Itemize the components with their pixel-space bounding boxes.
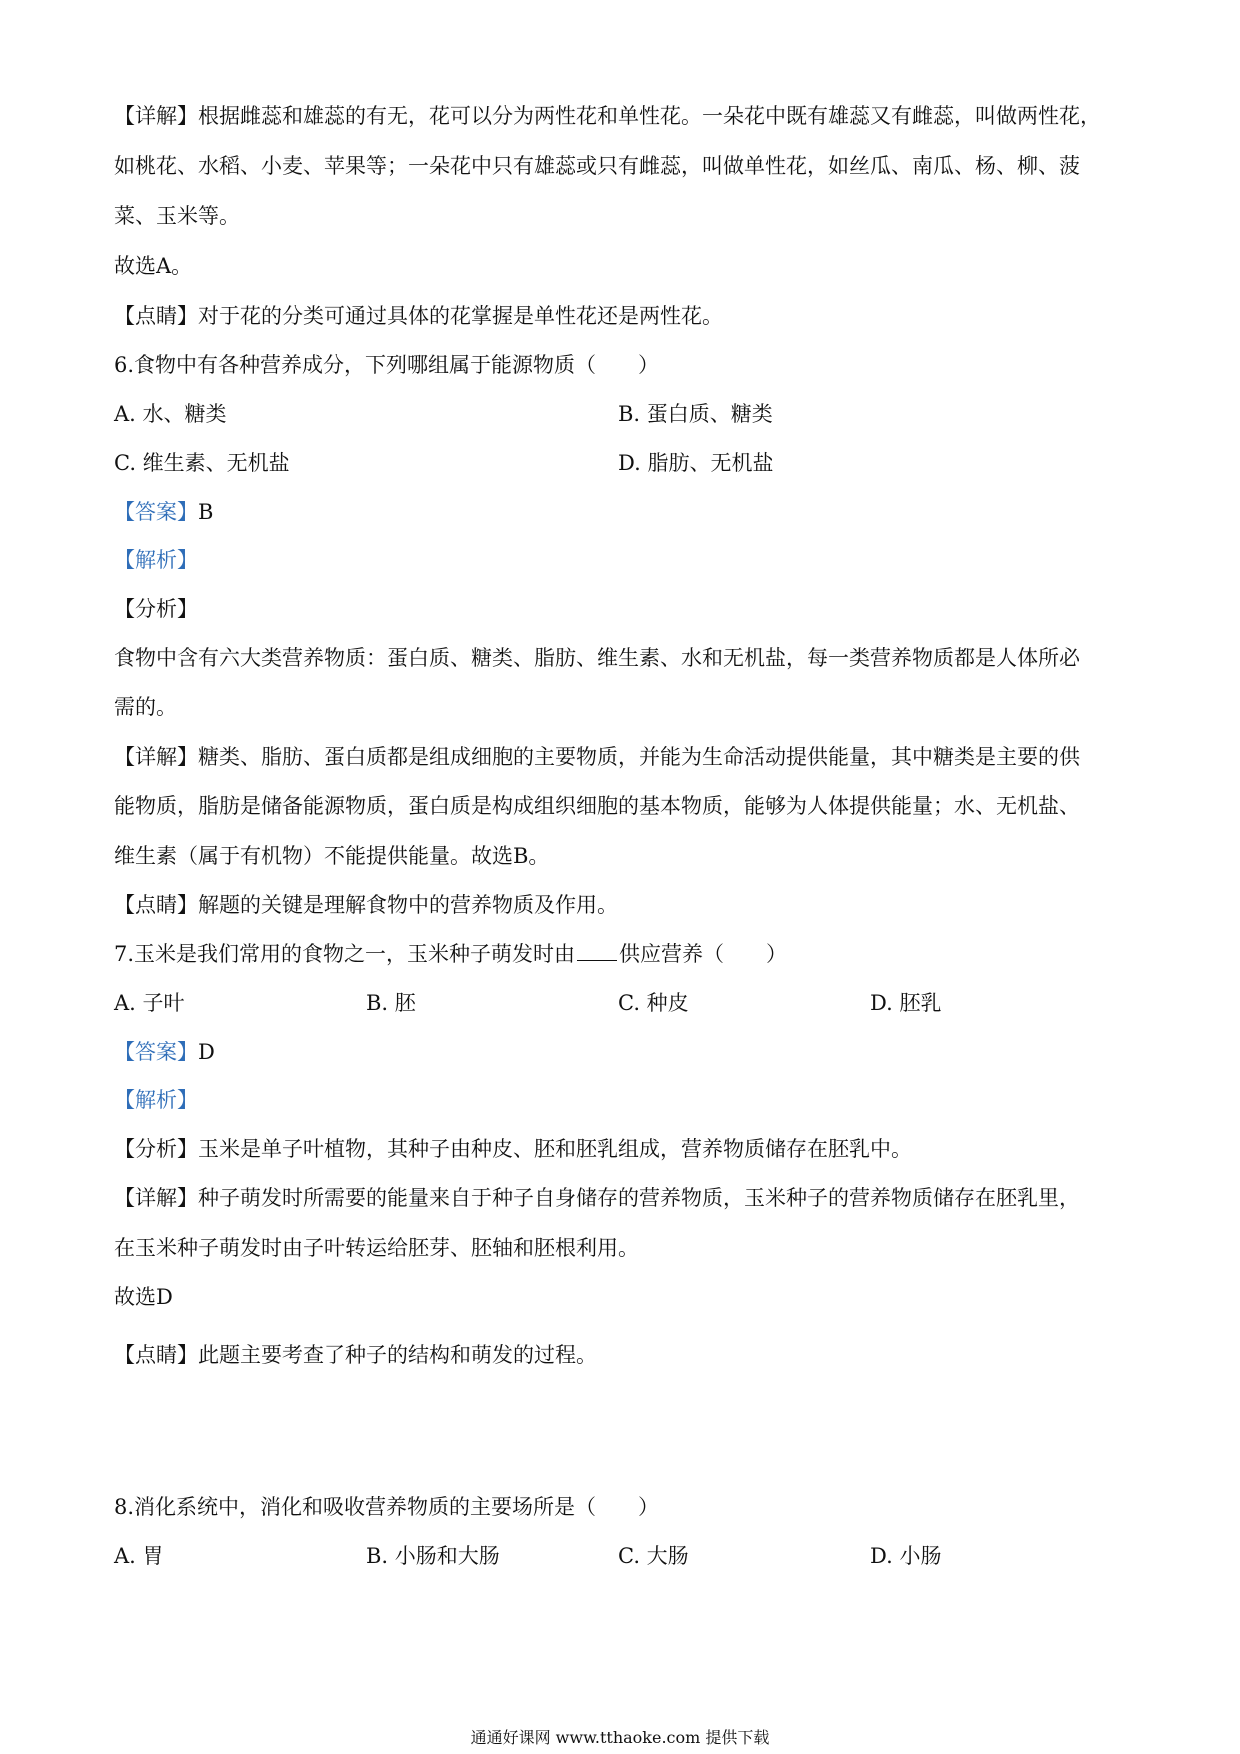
point-text: 对于花的分类可通过具体的花掌握是单性花还是两性花。 xyxy=(198,304,723,328)
option-a: A. 水、糖类 xyxy=(114,402,227,426)
fenxi-line xyxy=(114,1136,1134,1162)
option-a: A. 胃 xyxy=(114,1544,164,1568)
detail-paragraph-line: 菜、玉米等。 xyxy=(114,204,240,228)
detail-paragraph-line xyxy=(114,1185,1134,1211)
detail-text: 糖类、脂肪、蛋白质都是组成细胞的主要物质，并能为生命活动提供能量，其中糖类是主要的供 xyxy=(198,745,1080,769)
answer-tag: 【答案】 xyxy=(114,500,198,524)
point-line xyxy=(114,1342,1134,1368)
detail-text: 种子萌发时所需要的能量来自于种子自身储存的营养物质，玉米种子的营养物质储存在胚乳里， xyxy=(198,1186,1080,1210)
detail-paragraph-line: 在玉米种子萌发时由子叶转运给胚芽、胚轴和胚根利用。 xyxy=(114,1236,639,1260)
point-text: 此题主要考查了种子的结构和萌发的过程。 xyxy=(198,1343,597,1367)
option-b: B. 胚 xyxy=(366,991,416,1015)
detail-paragraph-line xyxy=(114,103,1134,129)
answer-line xyxy=(114,499,1134,525)
question-stem xyxy=(114,941,1134,967)
analysis-tag: 【解析】 xyxy=(114,1088,198,1112)
fenxi-paragraph-line: 需的。 xyxy=(114,695,177,719)
choose-line: 故选A。 xyxy=(114,254,193,278)
answer-tag: 【答案】 xyxy=(114,1040,198,1064)
detail-paragraph-line: 维生素（属于有机物）不能提供能量。故选B。 xyxy=(114,844,550,868)
option-d: D. 脂肪、无机盐 xyxy=(618,451,774,475)
answer-value: B xyxy=(198,500,214,524)
question-stem: 6.食物中有各种营养成分，下列哪组属于能源物质（ ） xyxy=(114,353,660,377)
detail-text: 根据雌蕊和雄蕊的有无，花可以分为两性花和单性花。一朵花中既有雄蕊又有雌蕊，叫做两性花， xyxy=(198,104,1101,128)
fenxi-tag: 【分析】 xyxy=(114,1137,198,1161)
option-c: C. 维生素、无机盐 xyxy=(114,451,290,475)
answer-line xyxy=(114,1039,1134,1065)
fill-blank xyxy=(577,942,617,961)
option-b: B. 小肠和大肠 xyxy=(366,1544,500,1568)
fenxi-tag: 【分析】 xyxy=(114,597,198,621)
fenxi-text: 玉米是单子叶植物，其种子由种皮、胚和胚乳组成，营养物质储存在胚乳中。 xyxy=(198,1137,912,1161)
answer-value: D xyxy=(198,1040,215,1064)
stem-text: 供应营养（ ） xyxy=(619,942,788,966)
point-line xyxy=(114,303,1134,329)
point-text: 解题的关键是理解食物中的营养物质及作用。 xyxy=(198,893,618,917)
point-line xyxy=(114,892,1134,918)
point-tag: 【点睛】 xyxy=(114,304,198,328)
point-tag: 【点睛】 xyxy=(114,893,198,917)
option-d: D. 小肠 xyxy=(870,1544,942,1568)
question-stem: 8.消化系统中，消化和吸收营养物质的主要场所是（ ） xyxy=(114,1495,660,1519)
option-b: B. 蛋白质、糖类 xyxy=(618,402,773,426)
option-d: D. 胚乳 xyxy=(870,991,942,1015)
option-a: A. 子叶 xyxy=(114,991,185,1015)
choose-line: 故选D xyxy=(114,1285,173,1309)
stem-text: 7.玉米是我们常用的食物之一，玉米种子萌发时由 xyxy=(114,942,576,966)
detail-tag: 【详解】 xyxy=(114,745,198,769)
page-footer: 通通好课网 www.tthaoke.com 提供下载 xyxy=(470,1728,770,1747)
detail-tag: 【详解】 xyxy=(114,104,198,128)
analysis-tag: 【解析】 xyxy=(114,548,198,572)
detail-tag: 【详解】 xyxy=(114,1186,198,1210)
detail-paragraph-line xyxy=(114,744,1134,770)
option-c: C. 种皮 xyxy=(618,991,689,1015)
detail-paragraph-line: 能物质，脂肪是储备能源物质，蛋白质是构成组织细胞的基本物质，能够为人体提供能量；水、无机盐、 xyxy=(114,794,1080,818)
point-tag: 【点睛】 xyxy=(114,1343,198,1367)
fenxi-paragraph-line: 食物中含有六大类营养物质：蛋白质、糖类、脂肪、维生素、水和无机盐，每一类营养物质都是人体所必 xyxy=(114,646,1080,670)
option-c: C. 大肠 xyxy=(618,1544,689,1568)
detail-paragraph-line: 如桃花、水稻、小麦、苹果等；一朵花中只有雄蕊或只有雌蕊，叫做单性花，如丝瓜、南瓜、杨、柳、菠 xyxy=(114,154,1080,178)
